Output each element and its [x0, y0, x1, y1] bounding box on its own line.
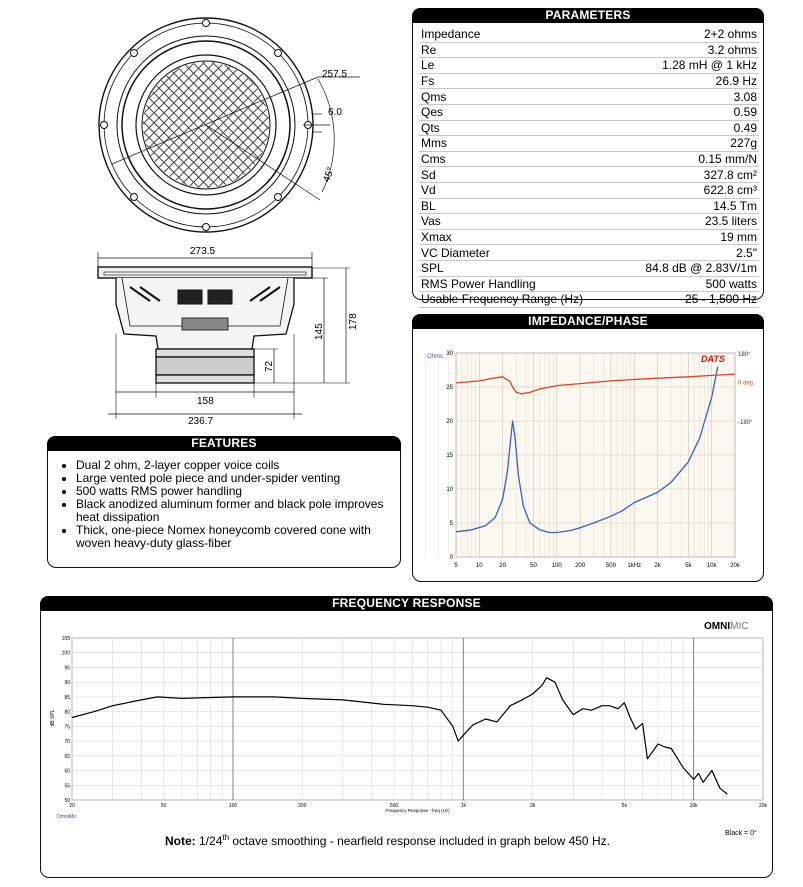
features-panel	[47, 436, 401, 568]
frequency-y-tick: 50	[64, 798, 70, 804]
frequency-y-label: dB SPL	[50, 709, 56, 727]
parameter-value: 14.5 Tm	[619, 198, 759, 214]
parameter-value: 622.8 cm³	[619, 182, 759, 198]
impedance-y-unit: Ohms	[427, 354, 444, 360]
frequency-note	[165, 833, 610, 848]
parameter-value: 26.9 Hz	[619, 73, 759, 89]
parameter-value: 0.49	[619, 120, 759, 136]
frequency-x-tick: 100	[228, 803, 238, 809]
parameter-label: Qts	[419, 120, 619, 136]
dim-cutout-label: 236.7	[188, 416, 214, 424]
parameter-label: Vd	[419, 182, 619, 198]
parameter-label: Impedance	[419, 27, 619, 42]
feature-item: • Dual 2 ohm, 2-layer copper voice coils	[76, 459, 406, 472]
impedance-x-tick: 20k	[730, 563, 740, 569]
note-sup: th	[222, 833, 230, 842]
parameter-row	[419, 167, 759, 183]
dim-depth-total-label: 178	[348, 313, 359, 330]
parameter-label: Re	[419, 42, 619, 58]
frequency-x-tick: 2k	[530, 803, 536, 809]
parameter-label: Xmax	[419, 229, 619, 245]
frequency-panel	[40, 596, 773, 878]
parameter-value: 0.15 mm/N	[619, 151, 759, 167]
parameter-label: Qes	[419, 104, 619, 120]
parameter-value: 2+2 ohms	[619, 27, 759, 42]
features-list	[62, 459, 406, 550]
parameter-label: Le	[419, 58, 619, 74]
parameter-label: Usable Frequency Range (Hz)	[419, 292, 619, 308]
parameter-row	[419, 229, 759, 245]
frequency-x-tick: 20	[69, 803, 75, 809]
impedance-y-tick: 30	[446, 351, 453, 357]
frequency-title: FREQUENCY RESPONSE	[40, 596, 773, 611]
parameter-value: 3.2 ohms	[619, 42, 759, 58]
parameter-value: 2.5"	[619, 245, 759, 261]
parameter-value: 3.08	[619, 89, 759, 105]
parameter-value: 25 - 1,500 Hz	[619, 292, 759, 308]
impedance-x-tick: 5k	[685, 563, 692, 569]
frequency-x-tick: 5k	[621, 803, 627, 809]
parameter-row	[419, 27, 759, 42]
impedance-phase-label: 0 deg	[738, 380, 754, 387]
dim-depth-label: 145	[314, 323, 325, 340]
impedance-x-tick: 20	[499, 563, 506, 569]
parameter-label: VC Diameter	[419, 245, 619, 261]
parameter-row	[419, 276, 759, 292]
parameter-row	[419, 198, 759, 214]
impedance-x-tick: 200	[575, 563, 586, 569]
parameters-title: PARAMETERS	[412, 8, 764, 23]
parameter-label: Fs	[419, 73, 619, 89]
impedance-y-tick: 0	[449, 555, 453, 561]
parameter-label: Sd	[419, 167, 619, 183]
frequency-y-tick: 105	[61, 636, 70, 642]
note-pre: 1/24	[195, 834, 223, 848]
parameter-label: Qms	[419, 89, 619, 105]
impedance-y-tick: 5	[449, 521, 453, 527]
impedance-title: IMPEDANCE/PHASE	[412, 314, 764, 329]
parameter-row	[419, 182, 759, 198]
parameter-value: 84.8 dB @ 2.83V/1m	[619, 260, 759, 276]
frequency-x-tick: 1k	[460, 803, 466, 809]
parameter-row	[419, 292, 759, 308]
parameter-value: 500 watts	[619, 276, 759, 292]
parameter-row	[419, 104, 759, 120]
impedance-y-tick: 10	[446, 487, 453, 493]
parameter-value: 23.5 liters	[619, 214, 759, 230]
parameter-row	[419, 151, 759, 167]
omnimic-logo-light: MIC	[730, 621, 749, 632]
technical-drawing	[60, 4, 380, 424]
frequency-x-tick: 500	[389, 803, 399, 809]
frequency-y-tick: 70	[64, 739, 70, 746]
dim-angle-label: 45°	[321, 165, 337, 184]
note-bold: Note:	[165, 834, 196, 848]
omnimic-footer-label: OmniMic	[57, 814, 77, 820]
parameters-panel	[412, 8, 764, 307]
dim-diameter-label: 257.5	[322, 69, 348, 80]
frequency-y-tick: 95	[64, 665, 70, 672]
dim-magnet-label: 158	[197, 396, 214, 407]
frequency-x-tick: 20k	[758, 803, 768, 809]
frequency-y-tick: 65	[64, 753, 70, 760]
impedance-y-tick: 15	[446, 453, 453, 459]
impedance-x-tick: 1kHz	[627, 563, 642, 569]
frequency-y-tick: 75	[64, 724, 70, 731]
parameter-value: 0.59	[619, 104, 759, 120]
dim-magnet-height-label: 72	[264, 360, 275, 372]
frequency-chart	[41, 613, 772, 833]
parameter-row	[419, 214, 759, 230]
frequency-y-tick: 90	[64, 680, 70, 687]
parameter-label: BL	[419, 198, 619, 214]
frequency-x-tick: 10k	[689, 803, 698, 809]
feature-item: • Thick, one-piece Nomex honeycomb covered cone with woven heavy-duty glass-fiber	[76, 524, 406, 550]
parameter-row	[419, 89, 759, 105]
parameter-value: 327.8 cm²	[619, 167, 759, 183]
impedance-x-tick: 10	[475, 563, 483, 569]
parameter-label: Mms	[419, 136, 619, 152]
frequency-y-tick: 60	[64, 768, 70, 775]
impedance-x-tick: 5	[454, 563, 458, 569]
frequency-plot-area	[72, 638, 763, 800]
feature-item: • Black anodized aluminum former and black pole improves heat dissipation	[76, 498, 406, 524]
parameter-value: 1.28 mH @ 1 kHz	[619, 58, 759, 74]
parameter-value: 19 mm	[619, 229, 759, 245]
impedance-x-tick: 10k	[706, 563, 717, 569]
feature-item: • Large vented pole piece and under-spider venting	[76, 472, 406, 485]
parameter-label: RMS Power Handling	[419, 276, 619, 292]
omnimic-logo-bold: OMNI	[704, 621, 731, 632]
impedance-phase-label: 180°	[738, 352, 751, 358]
parameter-label: SPL	[419, 260, 619, 276]
impedance-chart	[413, 331, 763, 581]
feature-item: • 500 watts RMS power handling	[76, 485, 406, 498]
parameter-value: 227g	[619, 136, 759, 152]
frequency-y-tick: 80	[64, 709, 70, 716]
note-post: octave smoothing - nearfield response included in graph below 450 Hz.	[229, 834, 610, 848]
dim-flange-label: 6.0	[328, 107, 342, 118]
omnimic-logo	[704, 621, 748, 632]
frequency-y-tick: 100	[61, 650, 70, 657]
impedance-x-tick: 2k	[654, 563, 661, 569]
parameter-row	[419, 136, 759, 152]
parameter-row	[419, 73, 759, 89]
parameter-row	[419, 245, 759, 261]
parameter-label: Cms	[419, 151, 619, 167]
dats-logo: DATS	[701, 354, 725, 364]
impedance-x-tick: 100	[551, 563, 562, 569]
parameter-row	[419, 42, 759, 58]
parameter-row	[419, 260, 759, 276]
frequency-x-tick: 200	[298, 803, 307, 809]
parameters-table	[419, 27, 759, 308]
frequency-legend: Black = 0°	[725, 830, 757, 837]
frequency-y-tick: 55	[64, 783, 70, 790]
parameter-row	[419, 120, 759, 136]
frequency-x-label: Frequency Response - freq (Hz)	[385, 808, 450, 813]
features-title: FEATURES	[47, 436, 401, 451]
impedance-y-tick: 20	[446, 419, 453, 425]
impedance-x-tick: 500	[605, 563, 616, 569]
side-view-drawing	[98, 252, 350, 419]
dim-outer-label: 273.5	[190, 246, 216, 257]
impedance-x-tick: 50	[530, 563, 537, 569]
parameter-row	[419, 58, 759, 74]
impedance-phase-label: -180°	[738, 420, 753, 426]
parameter-label: Vas	[419, 214, 619, 230]
impedance-y-tick: 25	[446, 385, 453, 391]
frequency-x-tick: 50	[160, 803, 167, 809]
impedance-panel	[412, 314, 764, 582]
frequency-y-tick: 85	[64, 694, 70, 701]
